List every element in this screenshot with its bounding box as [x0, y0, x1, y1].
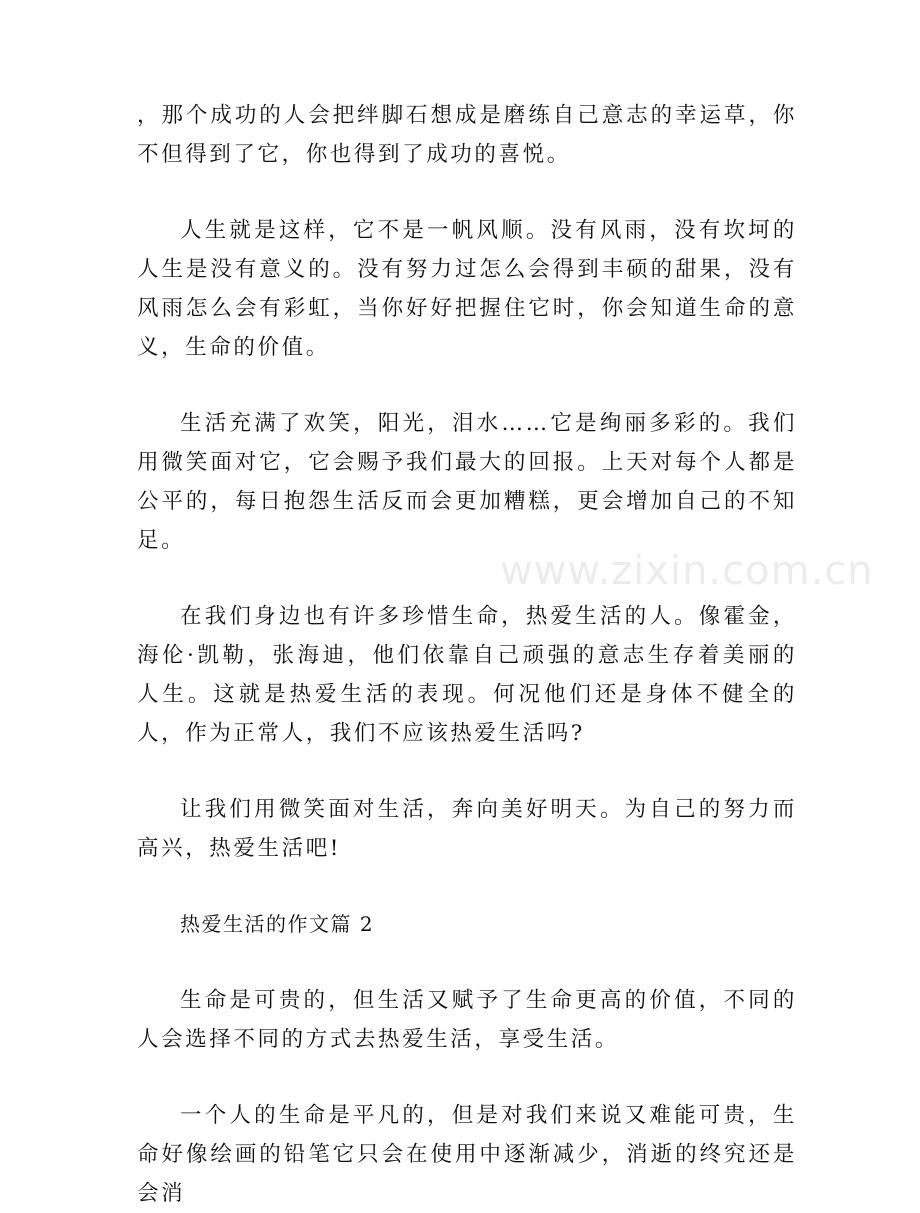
paragraph-7: 一个人的生命是平凡的，但是对我们来说又难能可贵，生命好像绘画的铅笔它只会在使用中逐渐减少，消逝的终究还是会消 [137, 1103, 797, 1206]
watermark: www.zixin.com.cn [500, 548, 874, 594]
paragraph-5: 让我们用微笑面对生活，奔向美好明天。为自己的努力而高兴，热爱生活吧! [137, 797, 797, 861]
section-heading: 热爱生活的作文篇 2 [180, 912, 375, 936]
paragraph-1: ，那个成功的人会把绊脚石想成是磨练自己意志的幸运草，你不但得到了它，你也得到了成功的喜悦。 [137, 103, 797, 167]
paragraph-4: 在我们身边也有许多珍惜生命，热爱生活的人。像霍金，海伦·凯勒，张海迪，他们依靠自己顽强的意志生存着美丽的人生。这就是热爱生活的表现。何况他们还是身体不健全的人，作为正常人，我们不应该热爱生活吗? [137, 604, 797, 746]
paragraph-6: 生命是可贵的，但生活又赋予了生命更高的价值，不同的人会选择不同的方式去热爱生活，享受生活。 [137, 988, 797, 1052]
paragraph-3: 生活充满了欢笑，阳光，泪水……它是绚丽多彩的。我们用微笑面对它，它会赐予我们最大的回报。上天对每个人都是公平的，每日抱怨生活反而会更加糟糕，更会增加自己的不知足。 [137, 411, 797, 553]
paragraph-2: 人生就是这样，它不是一帆风顺。没有风雨，没有坎坷的人生是没有意义的。没有努力过怎么会得到丰硕的甜果，没有风雨怎么会有彩虹，当你好好把握住它时，你会知道生命的意义，生命的价值。 [137, 218, 797, 360]
